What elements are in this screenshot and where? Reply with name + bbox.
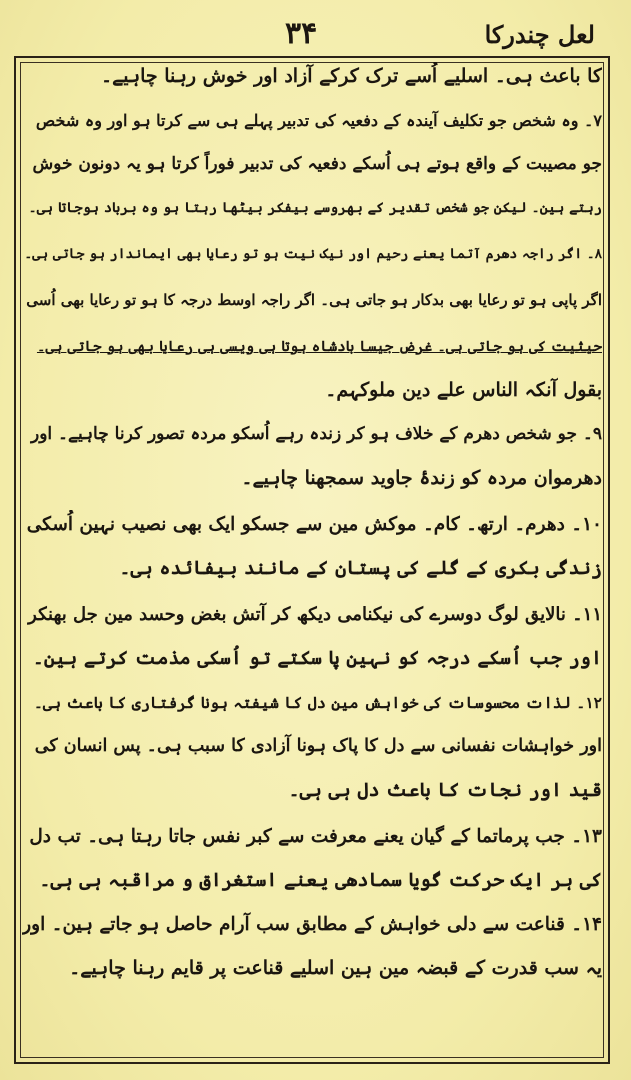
text-line: اگر پاپی ہو تو رعایا بھی بدکار ہو جاتی ہی۔ اگر راجہ اوسط درجہ کا ہو تو رعایا بھی اُسی [26,291,602,309]
text-line: ۸۔ اگر راجہ دھرم آتما یعنے رحیم اور نیک نیت ہو تو رعایا بھی ایماندار ہو جاتی ہی۔ [24,246,602,262]
text-line: زندگی بکری کے گلے کی پستان کے مانند بیفائدہ ہی۔ [119,557,602,579]
text-line: بقول آنکہ الناس علے دین ملوکہم۔ [325,379,602,401]
text-line: ۹۔ جو شخص دھرم کے خلاف ہو کر زندہ رہے اُسکو مردہ تصور کرنا چاہیے۔ اور [30,424,602,444]
text-line: یہ سب قدرت کے قبضہ مین ہین اسلیے قناعت پر قایم رہنا چاہیے۔ [69,957,602,979]
text-line: قید اور نجات کا باعث دل ہی ہی۔ [288,779,602,801]
running-head: لعل چندرکا [484,20,595,49]
text-line: حیثیت کی ہو جاتی ہی۔ غرض جیسا بادشاہ ہوتا ہی ویسی ہی رعایا بھی ہو جاتی ہی۔ [36,338,602,355]
text-line: کا باعث ہی۔ اسلیے اُسے ترک کرکے آزاد اور خوش رہنا چاہیے۔ [100,65,602,87]
text-line: اور خواہشات نفسانی سے دل کا پاک ہونا آزادی کا سبب ہی۔ پس انسان کی [34,736,602,756]
text-line: رہتے ہین۔ لیکن جو شخص تقدیر کے بھروسے بیفکر بیٹھا رہتا ہو وہ برباد ہوجاتا ہی۔ [28,200,602,216]
text-line: ۱۴۔ قناعت سے دلی خواہش کے مطابق سب آرام حاصل ہو جاتے ہین۔ اور [22,914,602,935]
text-line: ۱۳۔ جب پرماتما کے گیان یعنے معرفت سے کبر نفس جاتا رہتا ہی۔ تب دل [29,826,602,847]
page-number: ۳۴ [285,16,318,51]
text-line: ۷۔ وہ شخص جو تکلیف آیندہ کے دفعیہ کی تدبیر پہلے ہی سے کرتا ہو اور وہ شخص [35,111,602,130]
text-line: ۱۲۔ لذات محسوسات کی خواہش مین دل کا شیفتہ ہونا گرفتاری کا باعث ہی۔ [33,693,602,712]
text-line: ۱۰۔ دھرم۔ ارتھ۔ کام۔ موکش مین سے جسکو ایک بھی نصیب نہین اُسکی [26,514,602,535]
text-line: کی ہر ایک حرکت گویا سمادھی یعنے استغراق و مراقبہ ہی ہی۔ [39,869,602,891]
text-line: اور جب اُسکے درجہ کو نہین پا سکتے تو اُسکی مذمت کرتے ہین۔ [32,647,602,669]
text-line: دھرموان مردہ کو زندۂ جاوید سمجھنا چاہیے۔ [241,467,602,489]
text-line: ۱۱۔ نالایق لوگ دوسرے کی نیکنامی دیکھ کر آتش بغض وحسد مین جل بھنکر [28,604,602,625]
text-line: جو مصیبت کے واقع ہوتے ہی اُسکے دفعیہ کی تدبیر فوراً کرتا ہو یہ دونون خوش [32,154,602,174]
page-header [0,14,631,58]
